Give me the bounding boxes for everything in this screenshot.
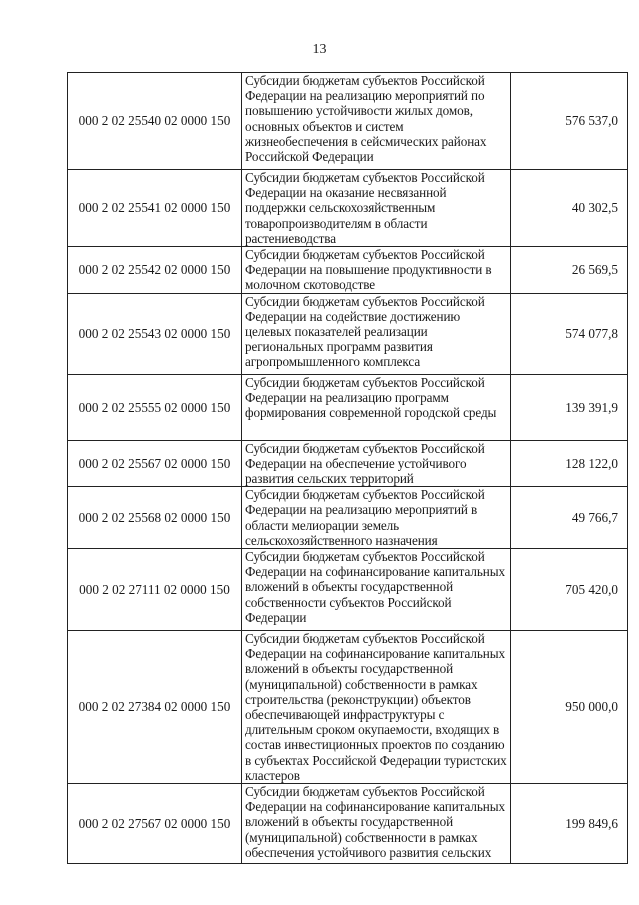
description-line: жизнеобеспечения в сейсмических районах [245,133,487,149]
amount-cell: 26 569,5 [511,247,628,294]
description-line: области мелиорации земель [245,517,400,533]
description-line: собственности субъектов Российской [245,594,452,610]
description-line: Федерации на оказание несвязанной [245,185,447,201]
description-line: Субсидии бюджетам субъектов Российской [245,374,485,390]
budget-code-cell: 000 2 02 27384 02 0000 150 [68,631,242,784]
description-line: Федерации на софинансирование капитальных [245,799,505,815]
amount-cell: 128 122,0 [511,440,628,487]
amount-cell: 40 302,5 [511,170,628,247]
description-line: вложений в объекты государственной [245,814,454,830]
description-cell [242,293,511,374]
description-line: в субъектах Российской Федерации туристских [245,752,507,768]
budget-code-cell: 000 2 02 25555 02 0000 150 [68,374,242,440]
description-line: Федерации на реализацию мероприятий в [245,502,478,518]
description-line: Федерации на обеспечение устойчивого [245,455,467,471]
description-line: Субсидии бюджетам субъектов Российской [245,487,485,503]
description-line: Субсидии бюджетам субъектов Российской [245,73,485,88]
budget-code-cell: 000 2 02 27111 02 0000 150 [68,549,242,631]
description-line: обеспечения устойчивого развития сельских [245,844,492,860]
description-line: Федерации [245,609,307,625]
description-cell [242,440,511,487]
description-line: длительным сроком окупаемости, входящих в [245,722,500,738]
budget-code-cell: 000 2 02 25542 02 0000 150 [68,247,242,294]
description-line: основных объектов и систем [245,118,404,134]
description-line: развития сельских территорий [245,471,414,487]
description-line: целевых показателей реализации [245,324,428,340]
budget-code-cell: 000 2 02 25541 02 0000 150 [68,170,242,247]
table-row [68,440,628,487]
description-line: состав инвестиционных проектов по созданию [245,737,505,753]
description-line: поддержки сельскохозяйственным [245,200,436,216]
description-line: Федерации на реализацию мероприятий по [245,88,485,104]
description-cell [242,73,511,170]
description-line: Российской Федерации [245,149,374,165]
budget-code-cell: 000 2 02 25568 02 0000 150 [68,487,242,549]
table-row [68,487,628,549]
description-line: кластеров [245,767,300,783]
budget-table-body [68,73,628,864]
budget-table [67,72,628,864]
table-row [68,170,628,247]
description-line: Субсидии бюджетам субъектов Российской [245,631,485,647]
table-row [68,631,628,784]
description-line: молочном скотоводстве [245,277,376,293]
amount-cell: 705 420,0 [511,549,628,631]
description-line: строительства (реконструкции) объектов [245,691,471,707]
description-line: Субсидии бюджетам субъектов Российской [245,784,485,800]
description-cell [242,784,511,864]
page-number: 13 [312,42,327,57]
amount-cell: 139 391,9 [511,374,628,440]
description-cell [242,631,511,784]
description-line: Субсидии бюджетам субъектов Российской [245,440,485,456]
amount-cell: 49 766,7 [511,487,628,549]
budget-code-cell: 000 2 02 25543 02 0000 150 [68,293,242,374]
description-line: Федерации на повышение продуктивности в [245,262,492,278]
description-line: сельскохозяйственного назначения [245,532,438,548]
description-cell [242,247,511,294]
description-cell [242,374,511,440]
description-line: региональных программ развития [245,339,433,355]
description-line: Субсидии бюджетам субъектов Российской [245,293,485,309]
description-line: Федерации на содействие достижению [245,308,461,324]
amount-cell: 576 537,0 [511,73,628,170]
amount-cell: 199 849,6 [511,784,628,864]
description-line: Федерации на софинансирование капитальных [245,564,505,580]
table-row [68,549,628,631]
description-cell [242,549,511,631]
description-line: Субсидии бюджетам субъектов Российской [245,170,485,185]
description-line: Федерации на реализацию программ [245,389,449,405]
amount-cell: 574 077,8 [511,293,628,374]
description-cell [242,487,511,549]
table-row [68,293,628,374]
table-row [68,73,628,170]
description-line: вложений в объекты государственной [245,661,454,677]
description-line: Федерации на софинансирование капитальных [245,646,505,662]
budget-code-cell: 000 2 02 25567 02 0000 150 [68,440,242,487]
description-line: повышению устойчивости жилых домов, [245,103,473,119]
budget-code-cell: 000 2 02 27567 02 0000 150 [68,784,242,864]
description-line: обеспечивающей инфраструктуры с [245,707,445,723]
table-row [68,247,628,294]
table-row [68,784,628,864]
table-row [68,374,628,440]
budget-code-cell: 000 2 02 25540 02 0000 150 [68,73,242,170]
description-line: товаропроизводителям в области [245,215,428,231]
description-line: формирования современной городской среды [245,405,497,421]
description-line: агропромышленного комплекса [245,354,421,370]
description-line: Субсидии бюджетам субъектов Российской [245,247,485,263]
description-cell [242,170,511,247]
description-line: вложений в объекты государственной [245,579,454,595]
description-line: (муниципальной) собственности в рамках [245,829,478,845]
description-line: Субсидии бюджетам субъектов Российской [245,549,485,565]
description-line: растениеводства [245,230,336,246]
description-line: (муниципальной) собственности в рамках [245,676,478,692]
amount-cell: 950 000,0 [511,631,628,784]
